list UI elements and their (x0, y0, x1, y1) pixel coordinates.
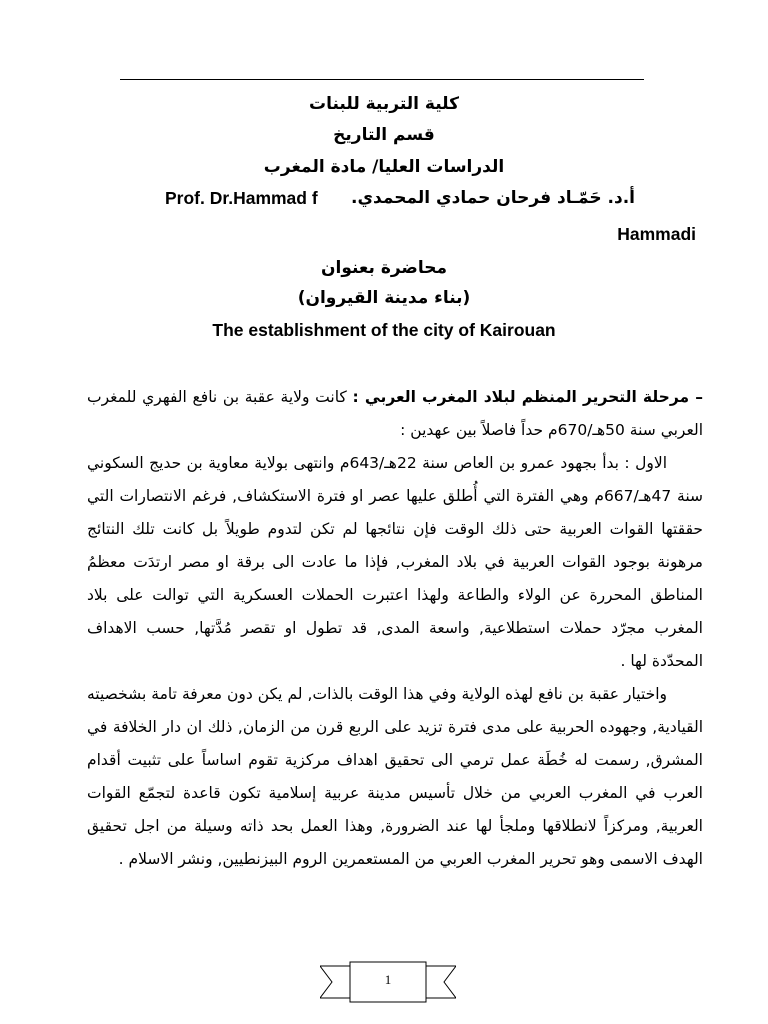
professor-name-en-cont: Hammadi (617, 224, 696, 244)
page-number-ornament (320, 960, 456, 1004)
paragraph-intro-text: كانت ولاية عقبة بن نافع الفهري للمغرب العربي سنة 50هـ/670م حداً فاصلاً بين عهدين : (87, 388, 703, 439)
section-heading: – مرحلة التحرير المنظم لبلاد المغرب العربي : (352, 388, 703, 406)
professor-line (165, 188, 635, 209)
lecture-title-ar: (بناء مدينة القيروان) (297, 288, 471, 308)
program-name: الدراسات العليا/ مادة المغرب (263, 157, 505, 177)
paragraph-intro (87, 381, 703, 447)
professor-name-ar: أ.د. حَمّـاد فرحان حمادي المحمدي. (350, 188, 635, 208)
paragraph-uqba: واختيار عقبة بن نافع لهذه الولاية وفي هذا الوقت بالذات, لم يكن دون معرفة تامة بشخصيته القيادية, وجهوده الحربية على مدى فترة تزيد على الربع قرن من الزمان, ذلك ان دار الخلافة في المشرق, رسمت له خُطَة عمل ترمي الى تحقيق اهداف مركزية تقوم اساساً على تثبيت أقدام العرب في المغرب العربي من خلال تأسيس مدينة عربية إسلامية تكون قاعدة لتجمّع القوات العربية, ومركزاً لانطلاقها وملجأ لها عند الضرورة, وهذا العمل بحد ذاته وسيلة من اجل تحقيق الهدف الاسمى وهو تحرير المغرب العربي من المستعمرين الروم البيزنطيين, ونشر الاسلام . (87, 685, 703, 868)
college-name: كلية التربية للبنات (309, 94, 459, 114)
paragraph-first-era: الاول : بدأ بجهود عمرو بن العاص سنة 22هـ/643م وانتهى بولاية معاوية بن حديج السكوني سنة 47هـ/667م وهي الفترة التي أُطلق عليها عصر او فترة الاستكشاف, فرغم الانتصارات التي حققتها القوات العربية حتى ذلك الوقت فإن نتائجها لم تكن لتدوم طويلاً بل كانت تلك النتائج مرهونة بوجود القوات العربية في بلاد المغرب, فإذا ما عادت الى برقة او مصر ارتدَت معظمُ المناطق المحررة عن الولاء والطاعة ولهذا اعتبرت الحملات العسكرية التي توالت على بلاد المغرب مجرّد حملات استطلاعية, واسعة المدى, قد تطول او تقصر مُدَّتها, حسب الاهداف المحدّدة لها . (87, 454, 704, 670)
professor-name-en: Prof. Dr.Hammad f (165, 188, 318, 208)
lecture-label: محاضرة بعنوان (320, 258, 448, 278)
lecture-body (87, 381, 703, 876)
department-name: قسم التاريخ (333, 125, 435, 145)
top-rule (120, 79, 644, 80)
lecture-title-en: The establishment of the city of Kairouan (212, 320, 556, 340)
page-number: 1 (384, 972, 392, 987)
